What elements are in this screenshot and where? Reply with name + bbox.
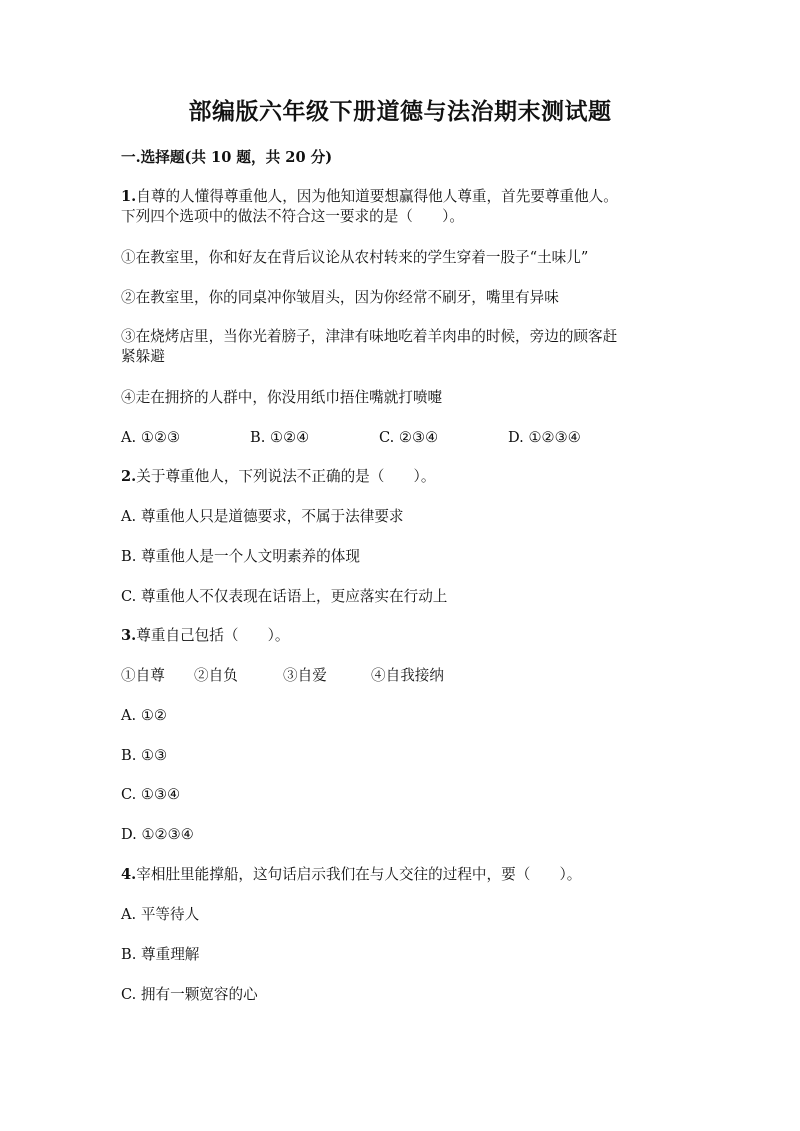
question-2-option-b[interactable]: B. 尊重他人是一个人文明素养的体现 bbox=[121, 548, 360, 565]
question-1-stem-line-1 bbox=[121, 187, 618, 207]
question-3-number: 3. bbox=[121, 627, 137, 644]
question-4-stem-text: 宰相肚里能撑船，这句话启示我们在与人交往的过程中，要（ ）。 bbox=[136, 866, 582, 883]
question-3-stem-text: 尊重自己包括（ ）。 bbox=[136, 627, 290, 644]
question-1-option-d[interactable]: D. ①②③④ bbox=[508, 429, 581, 446]
question-1-item-1: ①在教室里，你和好友在背后议论从农村转来的学生穿着一股子“土味儿” bbox=[121, 249, 589, 266]
question-2-stem bbox=[121, 467, 435, 487]
question-1-option-a[interactable]: A. ①②③ bbox=[121, 429, 181, 446]
question-2-option-a[interactable]: A. 尊重他人只是道德要求，不属于法律要求 bbox=[121, 508, 404, 525]
question-3-option-b[interactable]: B. ①③ bbox=[121, 747, 168, 764]
question-1-item-4: ④走在拥挤的人群中，你没用纸巾捂住嘴就打喷嚏 bbox=[121, 389, 443, 406]
question-4-stem bbox=[121, 865, 581, 885]
question-3-stem bbox=[121, 626, 289, 646]
question-2-option-c[interactable]: C. 尊重他人不仅表现在话语上，更应落实在行动上 bbox=[121, 588, 448, 605]
question-1-stem-line-2: 下列四个选项中的做法不符合这一要求的是（ ）。 bbox=[121, 208, 464, 225]
question-3-item-3: ③自爱 bbox=[283, 667, 327, 684]
question-4-number: 4. bbox=[121, 866, 137, 883]
page-title: 部编版六年级下册道德与法治期末测试题 bbox=[188, 98, 612, 125]
question-2-stem-text: 关于尊重他人，下列说法不正确的是（ ）。 bbox=[136, 468, 436, 485]
section-heading: 一.选择题(共 10 题，共 20 分) bbox=[121, 149, 333, 166]
question-1-item-2: ②在教室里，你的同桌冲你皱眉头，因为你经常不刷牙，嘴里有异味 bbox=[121, 289, 559, 306]
question-1-option-b[interactable]: B. ①②④ bbox=[250, 429, 310, 446]
question-3-item-1: ①自尊 bbox=[121, 667, 165, 684]
question-1-number: 1. bbox=[121, 188, 137, 205]
question-3-item-4: ④自我接纳 bbox=[371, 667, 444, 684]
question-3-option-a[interactable]: A. ①② bbox=[121, 707, 167, 724]
question-1-stem-text: 自尊的人懂得尊重他人，因为他知道要想赢得他人尊重，首先要尊重他人。 bbox=[136, 188, 618, 205]
question-1-option-c[interactable]: C. ②③④ bbox=[379, 429, 439, 446]
question-3-option-d[interactable]: D. ①②③④ bbox=[121, 826, 194, 843]
question-3-item-2: ②自负 bbox=[194, 667, 238, 684]
question-4-option-a[interactable]: A. 平等待人 bbox=[121, 906, 200, 923]
question-1-item-3-line-2: 紧躲避 bbox=[121, 348, 165, 365]
question-2-number: 2. bbox=[121, 468, 137, 485]
question-3-option-c[interactable]: C. ①③④ bbox=[121, 786, 181, 803]
question-4-option-c[interactable]: C. 拥有一颗宽容的心 bbox=[121, 986, 258, 1003]
question-1-item-3-line-1: ③在烧烤店里，当你光着膀子，津津有味地吃着羊肉串的时候，旁边的顾客赶 bbox=[121, 328, 618, 345]
question-4-option-b[interactable]: B. 尊重理解 bbox=[121, 946, 200, 963]
